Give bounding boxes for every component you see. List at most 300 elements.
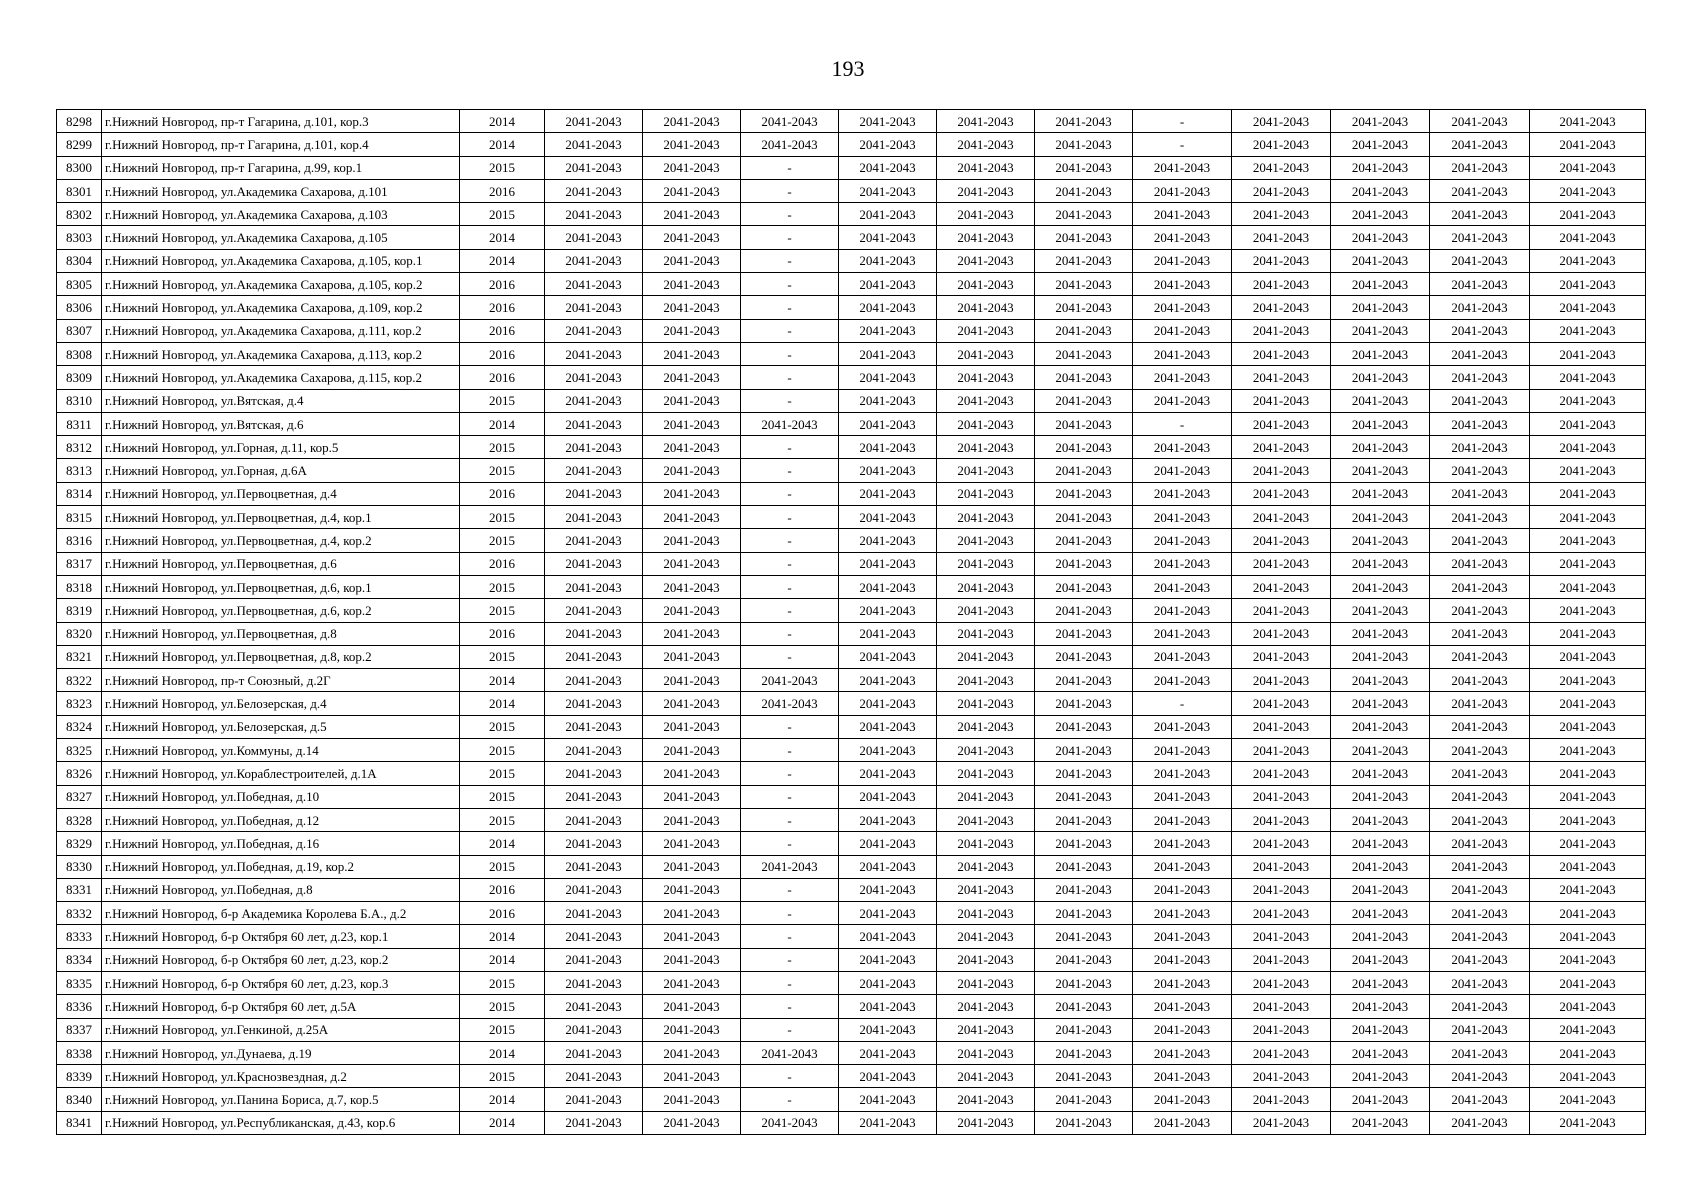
period-cell-11: 2041-2043	[1530, 342, 1646, 365]
row-number-cell: 8308	[57, 342, 102, 365]
address-cell: г.Нижний Новгород, ул.Горная, д.6А	[102, 459, 460, 482]
period-cell-9: 2041-2043	[1331, 506, 1430, 529]
period-cell-9: 2041-2043	[1331, 1111, 1430, 1134]
period-cell-3: -	[741, 179, 839, 202]
period-cell-10: 2041-2043	[1430, 179, 1530, 202]
period-cell-7: 2041-2043	[1133, 808, 1232, 831]
table-row	[57, 1041, 1646, 1064]
address-cell: г.Нижний Новгород, ул.Горная, д.11, кор.5	[102, 436, 460, 459]
address-cell: г.Нижний Новгород, ул.Академика Сахарова, д.105	[102, 226, 460, 249]
period-cell-8: 2041-2043	[1232, 133, 1331, 156]
period-cell-3: -	[741, 785, 839, 808]
period-cell-2: 2041-2043	[643, 995, 741, 1018]
period-cell-11: 2041-2043	[1530, 412, 1646, 435]
period-cell-9: 2041-2043	[1331, 482, 1430, 505]
period-cell-3: -	[741, 599, 839, 622]
period-cell-8: 2041-2043	[1232, 529, 1331, 552]
table-row	[57, 669, 1646, 692]
period-cell-8: 2041-2043	[1232, 1065, 1331, 1088]
period-cell-1: 2041-2043	[545, 412, 643, 435]
period-cell-4: 2041-2043	[839, 1018, 937, 1041]
period-cell-1: 2041-2043	[545, 1041, 643, 1064]
period-cell-8: 2041-2043	[1232, 249, 1331, 272]
year-cell: 2015	[460, 203, 545, 226]
period-cell-8: 2041-2043	[1232, 669, 1331, 692]
table-row	[57, 529, 1646, 552]
period-cell-11: 2041-2043	[1530, 552, 1646, 575]
period-cell-5: 2041-2043	[937, 902, 1035, 925]
period-cell-5: 2041-2043	[937, 808, 1035, 831]
period-cell-7: 2041-2043	[1133, 739, 1232, 762]
period-cell-1: 2041-2043	[545, 575, 643, 598]
table-row	[57, 179, 1646, 202]
row-number-cell: 8314	[57, 482, 102, 505]
row-number-cell: 8310	[57, 389, 102, 412]
period-cell-8: 2041-2043	[1232, 575, 1331, 598]
period-cell-8: 2041-2043	[1232, 436, 1331, 459]
period-cell-3: -	[741, 925, 839, 948]
period-cell-10: 2041-2043	[1430, 1111, 1530, 1134]
period-cell-7: 2041-2043	[1133, 575, 1232, 598]
row-number-cell: 8302	[57, 203, 102, 226]
period-cell-6: 2041-2043	[1035, 622, 1133, 645]
period-cell-10: 2041-2043	[1430, 412, 1530, 435]
period-cell-10: 2041-2043	[1430, 249, 1530, 272]
year-cell: 2016	[460, 366, 545, 389]
period-cell-6: 2041-2043	[1035, 948, 1133, 971]
period-cell-5: 2041-2043	[937, 133, 1035, 156]
period-cell-11: 2041-2043	[1530, 226, 1646, 249]
row-number-cell: 8326	[57, 762, 102, 785]
period-cell-11: 2041-2043	[1530, 645, 1646, 668]
period-cell-4: 2041-2043	[839, 1111, 937, 1134]
period-cell-7: 2041-2043	[1133, 995, 1232, 1018]
period-cell-5: 2041-2043	[937, 1018, 1035, 1041]
address-cell: г.Нижний Новгород, ул.Первоцветная, д.6, кор.1	[102, 575, 460, 598]
row-number-cell: 8304	[57, 249, 102, 272]
period-cell-4: 2041-2043	[839, 529, 937, 552]
period-cell-2: 2041-2043	[643, 249, 741, 272]
row-number-cell: 8335	[57, 971, 102, 994]
table-row	[57, 785, 1646, 808]
period-cell-7: 2041-2043	[1133, 1041, 1232, 1064]
address-cell: г.Нижний Новгород, ул.Краснозвездная, д.2	[102, 1065, 460, 1088]
period-cell-1: 2041-2043	[545, 342, 643, 365]
period-cell-3: -	[741, 226, 839, 249]
period-cell-2: 2041-2043	[643, 645, 741, 668]
address-cell: г.Нижний Новгород, ул.Первоцветная, д.8, кор.2	[102, 645, 460, 668]
row-number-cell: 8329	[57, 832, 102, 855]
period-cell-8: 2041-2043	[1232, 366, 1331, 389]
period-cell-3: -	[741, 249, 839, 272]
row-number-cell: 8321	[57, 645, 102, 668]
row-number-cell: 8313	[57, 459, 102, 482]
period-cell-10: 2041-2043	[1430, 203, 1530, 226]
period-cell-7: 2041-2043	[1133, 971, 1232, 994]
period-cell-2: 2041-2043	[643, 179, 741, 202]
period-cell-9: 2041-2043	[1331, 902, 1430, 925]
period-cell-8: 2041-2043	[1232, 622, 1331, 645]
period-cell-10: 2041-2043	[1430, 832, 1530, 855]
period-cell-5: 2041-2043	[937, 599, 1035, 622]
period-cell-9: 2041-2043	[1331, 110, 1430, 133]
year-cell: 2015	[460, 995, 545, 1018]
address-cell: г.Нижний Новгород, ул.Белозерская, д.5	[102, 715, 460, 738]
period-cell-9: 2041-2043	[1331, 762, 1430, 785]
address-cell: г.Нижний Новгород, ул.Академика Сахарова, д.109, кор.2	[102, 296, 460, 319]
period-cell-2: 2041-2043	[643, 1041, 741, 1064]
table-row	[57, 995, 1646, 1018]
period-cell-6: 2041-2043	[1035, 599, 1133, 622]
period-cell-2: 2041-2043	[643, 622, 741, 645]
table-row	[57, 110, 1646, 133]
period-cell-6: 2041-2043	[1035, 110, 1133, 133]
period-cell-1: 2041-2043	[545, 878, 643, 901]
row-number-cell: 8301	[57, 179, 102, 202]
row-number-cell: 8318	[57, 575, 102, 598]
period-cell-4: 2041-2043	[839, 1088, 937, 1111]
address-cell: г.Нижний Новгород, ул.Победная, д.19, кор.2	[102, 855, 460, 878]
period-cell-4: 2041-2043	[839, 342, 937, 365]
address-cell: г.Нижний Новгород, ул.Республиканская, д.43, кор.6	[102, 1111, 460, 1134]
period-cell-9: 2041-2043	[1331, 156, 1430, 179]
period-cell-4: 2041-2043	[839, 1065, 937, 1088]
table-row	[57, 855, 1646, 878]
period-cell-3: 2041-2043	[741, 110, 839, 133]
period-cell-2: 2041-2043	[643, 529, 741, 552]
table-row	[57, 762, 1646, 785]
period-cell-7: 2041-2043	[1133, 529, 1232, 552]
period-cell-11: 2041-2043	[1530, 739, 1646, 762]
period-cell-8: 2041-2043	[1232, 878, 1331, 901]
period-cell-10: 2041-2043	[1430, 808, 1530, 831]
period-cell-3: -	[741, 389, 839, 412]
address-cell: г.Нижний Новгород, ул.Первоцветная, д.4, кор.1	[102, 506, 460, 529]
period-cell-1: 2041-2043	[545, 739, 643, 762]
period-cell-8: 2041-2043	[1232, 459, 1331, 482]
period-cell-2: 2041-2043	[643, 739, 741, 762]
period-cell-6: 2041-2043	[1035, 1018, 1133, 1041]
address-cell: г.Нижний Новгород, б-р Октября 60 лет, д.23, кор.2	[102, 948, 460, 971]
period-cell-1: 2041-2043	[545, 156, 643, 179]
period-cell-6: 2041-2043	[1035, 296, 1133, 319]
period-cell-1: 2041-2043	[545, 855, 643, 878]
period-cell-6: 2041-2043	[1035, 669, 1133, 692]
period-cell-1: 2041-2043	[545, 785, 643, 808]
year-cell: 2014	[460, 948, 545, 971]
row-number-cell: 8334	[57, 948, 102, 971]
period-cell-10: 2041-2043	[1430, 739, 1530, 762]
period-cell-6: 2041-2043	[1035, 995, 1133, 1018]
period-cell-8: 2041-2043	[1232, 296, 1331, 319]
period-cell-10: 2041-2043	[1430, 436, 1530, 459]
period-cell-9: 2041-2043	[1331, 179, 1430, 202]
period-cell-3: -	[741, 342, 839, 365]
address-cell: г.Нижний Новгород, ул.Первоцветная, д.6, кор.2	[102, 599, 460, 622]
period-cell-2: 2041-2043	[643, 133, 741, 156]
period-cell-4: 2041-2043	[839, 366, 937, 389]
address-cell: г.Нижний Новгород, ул.Академика Сахарова, д.113, кор.2	[102, 342, 460, 365]
period-cell-10: 2041-2043	[1430, 878, 1530, 901]
period-cell-7: 2041-2043	[1133, 249, 1232, 272]
period-cell-10: 2041-2043	[1430, 296, 1530, 319]
period-cell-1: 2041-2043	[545, 203, 643, 226]
period-cell-9: 2041-2043	[1331, 296, 1430, 319]
period-cell-10: 2041-2043	[1430, 692, 1530, 715]
period-cell-11: 2041-2043	[1530, 622, 1646, 645]
row-number-cell: 8337	[57, 1018, 102, 1041]
period-cell-7: 2041-2043	[1133, 715, 1232, 738]
table-row	[57, 715, 1646, 738]
address-cell: г.Нижний Новгород, пр-т Гагарина, д.99, кор.1	[102, 156, 460, 179]
period-cell-6: 2041-2043	[1035, 459, 1133, 482]
period-cell-6: 2041-2043	[1035, 762, 1133, 785]
table-row	[57, 436, 1646, 459]
period-cell-10: 2041-2043	[1430, 715, 1530, 738]
period-cell-8: 2041-2043	[1232, 902, 1331, 925]
period-cell-6: 2041-2043	[1035, 1041, 1133, 1064]
period-cell-4: 2041-2043	[839, 552, 937, 575]
period-cell-7: 2041-2043	[1133, 366, 1232, 389]
period-cell-2: 2041-2043	[643, 599, 741, 622]
row-number-cell: 8328	[57, 808, 102, 831]
year-cell: 2015	[460, 715, 545, 738]
table-row	[57, 296, 1646, 319]
year-cell: 2014	[460, 669, 545, 692]
table-row	[57, 482, 1646, 505]
period-cell-6: 2041-2043	[1035, 739, 1133, 762]
period-cell-6: 2041-2043	[1035, 226, 1133, 249]
year-cell: 2014	[460, 226, 545, 249]
year-cell: 2014	[460, 1111, 545, 1134]
period-cell-6: 2041-2043	[1035, 645, 1133, 668]
period-cell-7: 2041-2043	[1133, 203, 1232, 226]
year-cell: 2015	[460, 156, 545, 179]
address-cell: г.Нижний Новгород, ул.Первоцветная, д.6	[102, 552, 460, 575]
year-cell: 2016	[460, 273, 545, 296]
period-cell-11: 2041-2043	[1530, 156, 1646, 179]
period-cell-3: -	[741, 482, 839, 505]
period-cell-8: 2041-2043	[1232, 412, 1331, 435]
period-cell-10: 2041-2043	[1430, 1018, 1530, 1041]
period-cell-5: 2041-2043	[937, 389, 1035, 412]
year-cell: 2016	[460, 878, 545, 901]
period-cell-9: 2041-2043	[1331, 436, 1430, 459]
period-cell-6: 2041-2043	[1035, 808, 1133, 831]
period-cell-3: -	[741, 808, 839, 831]
period-cell-7: -	[1133, 110, 1232, 133]
address-cell: г.Нижний Новгород, ул.Победная, д.16	[102, 832, 460, 855]
period-cell-9: 2041-2043	[1331, 855, 1430, 878]
period-cell-11: 2041-2043	[1530, 971, 1646, 994]
period-cell-9: 2041-2043	[1331, 808, 1430, 831]
period-cell-3: -	[741, 1065, 839, 1088]
row-number-cell: 8341	[57, 1111, 102, 1134]
period-cell-7: 2041-2043	[1133, 762, 1232, 785]
period-cell-6: 2041-2043	[1035, 971, 1133, 994]
period-cell-3: -	[741, 948, 839, 971]
period-cell-2: 2041-2043	[643, 971, 741, 994]
period-cell-8: 2041-2043	[1232, 739, 1331, 762]
period-cell-2: 2041-2043	[643, 459, 741, 482]
period-cell-8: 2041-2043	[1232, 995, 1331, 1018]
row-number-cell: 8332	[57, 902, 102, 925]
period-cell-4: 2041-2043	[839, 715, 937, 738]
row-number-cell: 8331	[57, 878, 102, 901]
period-cell-6: 2041-2043	[1035, 179, 1133, 202]
period-cell-11: 2041-2043	[1530, 785, 1646, 808]
period-cell-10: 2041-2043	[1430, 1041, 1530, 1064]
year-cell: 2016	[460, 319, 545, 342]
period-cell-9: 2041-2043	[1331, 948, 1430, 971]
row-number-cell: 8340	[57, 1088, 102, 1111]
address-cell: г.Нижний Новгород, ул.Первоцветная, д.8	[102, 622, 460, 645]
period-cell-3: -	[741, 715, 839, 738]
period-cell-2: 2041-2043	[643, 902, 741, 925]
period-cell-3: 2041-2043	[741, 1111, 839, 1134]
year-cell: 2014	[460, 1088, 545, 1111]
row-number-cell: 8323	[57, 692, 102, 715]
period-cell-5: 2041-2043	[937, 273, 1035, 296]
year-cell: 2016	[460, 622, 545, 645]
period-cell-7: 2041-2043	[1133, 1111, 1232, 1134]
period-cell-9: 2041-2043	[1331, 133, 1430, 156]
address-cell: г.Нижний Новгород, б-р Академика Королева Б.А., д.2	[102, 902, 460, 925]
period-cell-11: 2041-2043	[1530, 925, 1646, 948]
period-cell-5: 2041-2043	[937, 249, 1035, 272]
year-cell: 2014	[460, 110, 545, 133]
period-cell-1: 2041-2043	[545, 366, 643, 389]
period-cell-2: 2041-2043	[643, 715, 741, 738]
period-cell-4: 2041-2043	[839, 762, 937, 785]
address-cell: г.Нижний Новгород, ул.Дунаева, д.19	[102, 1041, 460, 1064]
period-cell-8: 2041-2043	[1232, 506, 1331, 529]
period-cell-5: 2041-2043	[937, 739, 1035, 762]
address-cell: г.Нижний Новгород, б-р Октября 60 лет, д.5А	[102, 995, 460, 1018]
period-cell-1: 2041-2043	[545, 1018, 643, 1041]
year-cell: 2014	[460, 249, 545, 272]
period-cell-7: 2041-2043	[1133, 156, 1232, 179]
period-cell-6: 2041-2043	[1035, 785, 1133, 808]
period-cell-2: 2041-2043	[643, 832, 741, 855]
period-cell-7: 2041-2043	[1133, 459, 1232, 482]
period-cell-4: 2041-2043	[839, 832, 937, 855]
address-cell: г.Нижний Новгород, ул.Вятская, д.4	[102, 389, 460, 412]
period-cell-11: 2041-2043	[1530, 273, 1646, 296]
row-number-cell: 8339	[57, 1065, 102, 1088]
year-cell: 2015	[460, 436, 545, 459]
period-cell-1: 2041-2043	[545, 436, 643, 459]
year-cell: 2015	[460, 808, 545, 831]
period-cell-8: 2041-2043	[1232, 832, 1331, 855]
period-cell-10: 2041-2043	[1430, 389, 1530, 412]
period-cell-1: 2041-2043	[545, 529, 643, 552]
table-row	[57, 645, 1646, 668]
period-cell-4: 2041-2043	[839, 436, 937, 459]
period-cell-9: 2041-2043	[1331, 249, 1430, 272]
period-cell-8: 2041-2043	[1232, 226, 1331, 249]
period-cell-4: 2041-2043	[839, 622, 937, 645]
period-cell-11: 2041-2043	[1530, 459, 1646, 482]
period-cell-8: 2041-2043	[1232, 599, 1331, 622]
period-cell-1: 2041-2043	[545, 459, 643, 482]
period-cell-10: 2041-2043	[1430, 156, 1530, 179]
period-cell-1: 2041-2043	[545, 133, 643, 156]
table-row	[57, 902, 1646, 925]
period-cell-5: 2041-2043	[937, 785, 1035, 808]
period-cell-9: 2041-2043	[1331, 1065, 1430, 1088]
row-number-cell: 8309	[57, 366, 102, 389]
period-cell-1: 2041-2043	[545, 808, 643, 831]
address-cell: г.Нижний Новгород, ул.Победная, д.10	[102, 785, 460, 808]
table-row	[57, 1065, 1646, 1088]
table-row	[57, 971, 1646, 994]
period-cell-9: 2041-2043	[1331, 552, 1430, 575]
table-row	[57, 925, 1646, 948]
period-cell-8: 2041-2043	[1232, 342, 1331, 365]
period-cell-11: 2041-2043	[1530, 808, 1646, 831]
period-cell-8: 2041-2043	[1232, 855, 1331, 878]
period-cell-1: 2041-2043	[545, 482, 643, 505]
period-cell-7: 2041-2043	[1133, 948, 1232, 971]
period-cell-5: 2041-2043	[937, 226, 1035, 249]
period-cell-8: 2041-2043	[1232, 762, 1331, 785]
period-cell-6: 2041-2043	[1035, 412, 1133, 435]
period-cell-11: 2041-2043	[1530, 855, 1646, 878]
period-cell-1: 2041-2043	[545, 273, 643, 296]
period-cell-9: 2041-2043	[1331, 529, 1430, 552]
period-cell-1: 2041-2043	[545, 622, 643, 645]
period-cell-5: 2041-2043	[937, 878, 1035, 901]
period-cell-5: 2041-2043	[937, 436, 1035, 459]
period-cell-2: 2041-2043	[643, 366, 741, 389]
period-cell-3: -	[741, 366, 839, 389]
period-cell-6: 2041-2043	[1035, 389, 1133, 412]
period-cell-7: 2041-2043	[1133, 482, 1232, 505]
row-number-cell: 8333	[57, 925, 102, 948]
period-cell-11: 2041-2043	[1530, 948, 1646, 971]
period-cell-6: 2041-2043	[1035, 249, 1133, 272]
period-cell-1: 2041-2043	[545, 552, 643, 575]
period-cell-7: 2041-2043	[1133, 855, 1232, 878]
period-cell-3: 2041-2043	[741, 1041, 839, 1064]
period-cell-11: 2041-2043	[1530, 366, 1646, 389]
period-cell-1: 2041-2043	[545, 389, 643, 412]
address-cell: г.Нижний Новгород, ул.Академика Сахарова, д.103	[102, 203, 460, 226]
period-cell-7: 2041-2043	[1133, 296, 1232, 319]
period-cell-3: -	[741, 995, 839, 1018]
period-cell-11: 2041-2043	[1530, 1111, 1646, 1134]
table-row	[57, 249, 1646, 272]
period-cell-4: 2041-2043	[839, 226, 937, 249]
period-cell-7: 2041-2043	[1133, 319, 1232, 342]
period-cell-3: -	[741, 1018, 839, 1041]
period-cell-4: 2041-2043	[839, 669, 937, 692]
period-cell-8: 2041-2043	[1232, 948, 1331, 971]
period-cell-10: 2041-2043	[1430, 971, 1530, 994]
period-cell-4: 2041-2043	[839, 249, 937, 272]
period-cell-2: 2041-2043	[643, 436, 741, 459]
period-cell-1: 2041-2043	[545, 669, 643, 692]
year-cell: 2015	[460, 599, 545, 622]
period-cell-8: 2041-2043	[1232, 179, 1331, 202]
table-row	[57, 156, 1646, 179]
period-cell-8: 2041-2043	[1232, 110, 1331, 133]
period-cell-9: 2041-2043	[1331, 692, 1430, 715]
period-cell-6: 2041-2043	[1035, 925, 1133, 948]
period-cell-2: 2041-2043	[643, 203, 741, 226]
year-cell: 2014	[460, 1041, 545, 1064]
